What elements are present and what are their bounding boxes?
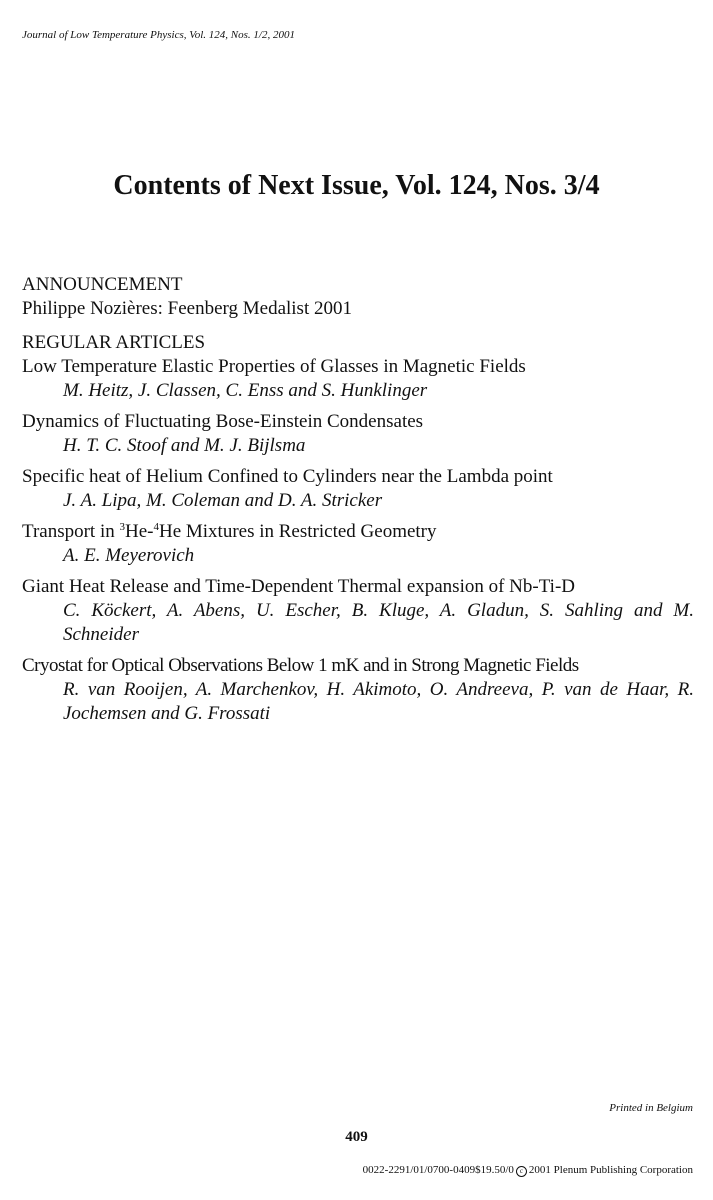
article-entry	[22, 355, 694, 403]
printed-in-note: Printed in Belgium	[609, 1102, 693, 1114]
copyright-line	[363, 1164, 693, 1177]
copyright-text: 2001 Plenum Publishing Corporation	[528, 1164, 693, 1176]
article-title-part: He-	[124, 521, 154, 542]
article-authors: C. Köckert, A. Abens, U. Escher, B. Kluge, A. Gladun, S. Sahling and M. Schneider	[63, 600, 694, 645]
article-authors: J. A. Lipa, M. Coleman and D. A. Stricker	[63, 490, 383, 511]
isotope-superscript: 4	[153, 521, 159, 533]
contents-list	[22, 273, 694, 736]
page-number: 409	[345, 1129, 368, 1145]
article-title: Giant Heat Release and Time-Dependent Thermal expansion of Nb-Ti-D	[22, 576, 575, 597]
article-authors: M. Heitz, J. Classen, C. Enss and S. Hunklinger	[63, 380, 428, 401]
article-title-part: He Mixtures in Restricted Geometry	[158, 521, 437, 542]
article-authors: R. van Rooijen, A. Marchenkov, H. Akimoto, O. Andreeva, P. van de Haar, R. Jochemsen and G. Frossati	[63, 679, 694, 724]
article-authors: A. E. Meyerovich	[63, 545, 195, 566]
article-entry	[22, 520, 694, 568]
article-authors: H. T. C. Stoof and M. J. Bijlsma	[63, 435, 306, 456]
page-title: Contents of Next Issue, Vol. 124, Nos. 3/4	[113, 170, 600, 201]
article-entry	[22, 465, 694, 513]
article-title: Low Temperature Elastic Properties of Glasses in Magnetic Fields	[22, 356, 526, 377]
article-entry	[22, 575, 694, 647]
journal-reference: Journal of Low Temperature Physics, Vol. 124, Nos. 1/2, 2001	[22, 29, 295, 41]
copyright-icon: c	[516, 1166, 527, 1177]
article-title	[22, 520, 694, 544]
announcement-text: Philippe Nozières: Feenberg Medalist 2001	[22, 298, 352, 319]
article-entry	[22, 654, 694, 726]
article-title: Specific heat of Helium Confined to Cylinders near the Lambda point	[22, 466, 553, 487]
article-title: Cryostat for Optical Observations Below 1 mK and in Strong Magnetic Fields	[22, 655, 579, 676]
article-title: Dynamics of Fluctuating Bose-Einstein Condensates	[22, 411, 424, 432]
regular-articles-heading: REGULAR ARTICLES	[22, 332, 206, 353]
article-entry	[22, 410, 694, 458]
article-code: 0022-2291/01/0700-0409$19.50/0	[362, 1164, 514, 1176]
isotope-superscript: 3	[119, 521, 125, 533]
announcement-heading: ANNOUNCEMENT	[22, 274, 183, 295]
article-title-part: Transport in	[22, 521, 120, 542]
announcement-section	[22, 273, 694, 321]
regular-articles-section	[22, 331, 694, 726]
